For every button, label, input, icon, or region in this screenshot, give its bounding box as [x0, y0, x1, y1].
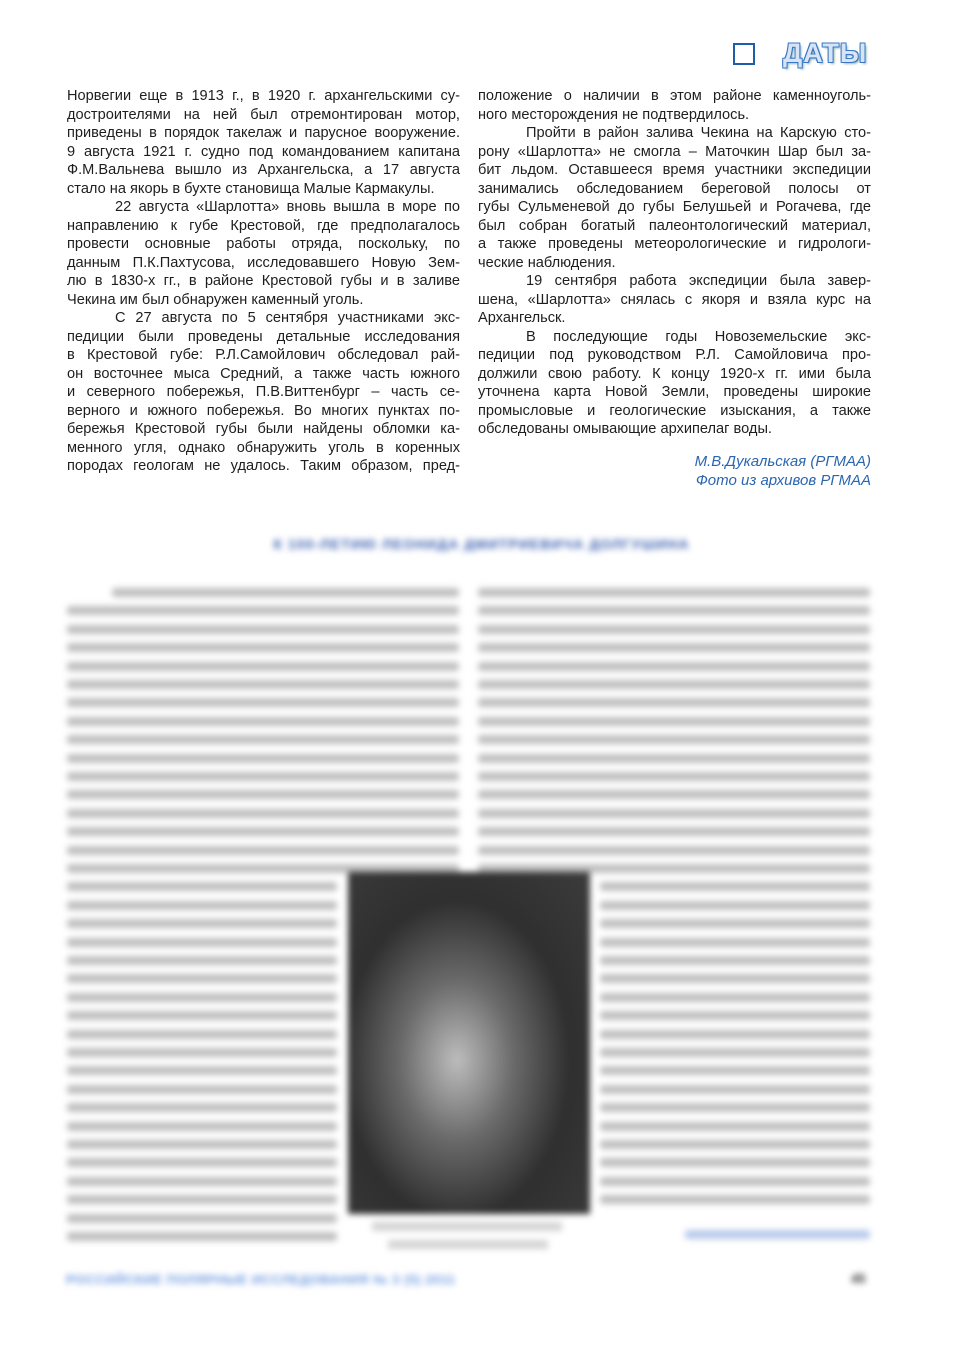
- blurred-line: [67, 698, 459, 707]
- section-title: ДАТЫ: [783, 38, 868, 68]
- text-line: ного месторождения не подтвердилось.: [478, 106, 750, 123]
- blurred-line: [67, 974, 337, 983]
- blurred-line: [67, 1177, 337, 1186]
- blurred-line: [600, 1011, 870, 1020]
- text-line: в Крестовой губе: Р.Л.Самойлович обследовал рай-: [67, 347, 460, 363]
- blurred-line: [112, 588, 459, 597]
- blurred-line: [478, 588, 870, 597]
- blurred-line: [67, 827, 459, 836]
- blurred-line: [600, 1030, 870, 1039]
- blurred-line: [600, 1048, 870, 1057]
- blurred-line: [600, 919, 870, 928]
- blurred-line: [67, 1085, 337, 1094]
- text-line: уточнена карта Новой Земли, проведены широкие: [478, 384, 871, 400]
- text-line: Архангельск.: [478, 310, 566, 326]
- blurred-line: [600, 1103, 870, 1112]
- text-line: В последующие годы Новоземельские экс-: [526, 328, 871, 345]
- section-header: [731, 40, 881, 74]
- blurred-line: [478, 772, 870, 781]
- photo-caption: [372, 1222, 562, 1231]
- blurred-line: [67, 643, 459, 652]
- blurred-line: [67, 1195, 337, 1204]
- text-line: достроителями на ней был отремонтирован мотор,: [67, 106, 460, 123]
- blurred-line: [67, 790, 459, 799]
- blurred-line: [478, 662, 870, 671]
- blurred-line: [67, 993, 337, 1002]
- blurred-line: [67, 809, 459, 818]
- blurred-line: [600, 1177, 870, 1186]
- right-column: [478, 87, 871, 439]
- blurred-line: [67, 1066, 337, 1075]
- blurred-line: [67, 1011, 337, 1020]
- blurred-line: [67, 754, 459, 763]
- text-line: промысловые и геологические изыскания, а также: [478, 402, 871, 419]
- text-line: а также проведены метеорологические и гидрологи-: [478, 236, 871, 252]
- blurred-line: [600, 956, 870, 965]
- photo-credit: Фото из архивов РГМАА: [695, 472, 871, 489]
- text-line: провести основные работы отряда, поскольку, по: [67, 236, 460, 252]
- blurred-line: [478, 606, 870, 615]
- text-line: занимались обследованием береговой полосы от: [478, 180, 871, 197]
- text-line: направлению к губе Крестовой, где предполагалось: [67, 217, 460, 234]
- blurred-line: [67, 1030, 337, 1039]
- blurred-line: [67, 717, 459, 726]
- blurred-line: [67, 680, 459, 689]
- blurred-line: [67, 1158, 337, 1167]
- text-line: обследованы омывающие архипелаг воды.: [478, 421, 772, 437]
- blurred-line: [67, 1122, 337, 1131]
- text-line: породах геологам не удалось. Таким образом, пред-: [67, 458, 460, 474]
- blurred-line: [600, 938, 870, 947]
- text-line: бережья Крестовой губы были найдены обломки ка-: [67, 421, 460, 437]
- text-line: педиции были проведены детальные исследования: [67, 328, 460, 345]
- blurred-line: [67, 938, 337, 947]
- blurred-line: [478, 790, 870, 799]
- text-line: стало на якорь в бухте становища Малые Кармакулы.: [67, 180, 435, 197]
- journal-footer: РОССИЙСКИЕ ПОЛЯРНЫЕ ИССЛЕДОВАНИЯ № 3 (5) 2011: [66, 1272, 456, 1287]
- text-line: Норвегии еще в 1913 г., в 1920 г. архангельскими су-: [67, 88, 460, 104]
- text-line: шена, «Шарлотта» снялась с якоря и взяла курс на: [478, 291, 871, 308]
- blurred-line: [67, 1232, 337, 1241]
- blurred-line: [478, 698, 870, 707]
- blurred-line: [600, 1066, 870, 1075]
- photo-caption: [388, 1240, 548, 1249]
- blurred-line: [67, 1214, 337, 1223]
- text-line: 22 августа «Шарлотта» вновь вышла в море по: [115, 199, 460, 215]
- blurred-line: [67, 919, 337, 928]
- blurred-line: [478, 827, 870, 836]
- left-column: [67, 87, 460, 476]
- blurred-line: [67, 1103, 337, 1112]
- blurred-line: [67, 1048, 337, 1057]
- blurred-line: [67, 625, 459, 634]
- blurred-line: [600, 1195, 870, 1204]
- text-line: 9 августа 1921 г. судно под командованием капитана: [67, 143, 460, 160]
- blurred-line: [478, 846, 870, 855]
- next-article-signature: [685, 1230, 870, 1239]
- text-line: ческие наблюдения.: [478, 254, 616, 271]
- blurred-line: [67, 956, 337, 965]
- blurred-line: [67, 662, 459, 671]
- blurred-line: [478, 735, 870, 744]
- blurred-line: [67, 772, 459, 781]
- text-line: С 27 августа по 5 сентября участниками экс-: [115, 310, 460, 326]
- text-line: должили свою работу. К концу 1920-х гг. ими была: [478, 365, 871, 382]
- blurred-line: [67, 901, 337, 910]
- article-signature: [695, 452, 871, 490]
- text-line: Пройти в район залива Чекина на Карскую сто-: [526, 125, 871, 141]
- blurred-line: [600, 1140, 870, 1149]
- page-number: 45: [851, 1271, 866, 1286]
- blurred-line: [600, 1158, 870, 1167]
- author: М.В.Дукальская (РГМАА): [694, 453, 871, 470]
- text-line: лю в 1830-х гг., в районе Крестовой губы и в заливе: [67, 273, 460, 289]
- text-line: губы Сульменевой до губы Белушьей и Рогачева, где: [478, 199, 871, 215]
- blurred-line: [600, 901, 870, 910]
- blurred-line: [600, 1085, 870, 1094]
- portrait-photo: [348, 872, 590, 1214]
- text-line: данным П.К.Пахтусова, исследовавшего Новую Зем-: [67, 254, 460, 271]
- text-line: был собран богатый палеонтологический материал,: [478, 217, 871, 234]
- blurred-line: [478, 625, 870, 634]
- blurred-line: [600, 993, 870, 1002]
- text-line: и северного побережья, П.В.Виттенбург – часть се-: [67, 384, 460, 400]
- text-line: 19 сентября работа экспедиции была завер-: [526, 273, 871, 289]
- blurred-line: [67, 882, 337, 891]
- text-line: педиции под руководством Р.Л. Самойловича про-: [478, 347, 871, 363]
- blurred-line: [67, 1140, 337, 1149]
- blurred-line: [478, 717, 870, 726]
- blurred-line: [600, 882, 870, 891]
- square-icon: [733, 43, 755, 65]
- blurred-line: [67, 846, 459, 855]
- blurred-line: [478, 680, 870, 689]
- text-line: он восточнее мыса Средний, а также часть южного: [67, 365, 460, 382]
- text-line: рону «Шарлотта» не смогла – Маточкин Шар был за-: [478, 143, 871, 160]
- blurred-line: [478, 643, 870, 652]
- blurred-line: [478, 809, 870, 818]
- text-line: Ф.М.Вальнева вышло из Архангельска, а 17 августа: [67, 162, 460, 178]
- next-article-title: К 100-ЛЕТИЮ ЛЕОНИДА ДМИТРИЕВИЧА ДОЛГУШИНА: [273, 536, 690, 552]
- text-line: верного и южного побережья. Во многих пунктах по-: [67, 402, 460, 419]
- blurred-line: [600, 1122, 870, 1131]
- text-line: Чекина им был обнаружен каменный уголь.: [67, 291, 364, 308]
- text-line: положение о наличии в этом районе каменноуголь-: [478, 88, 871, 104]
- blurred-line: [600, 974, 870, 983]
- text-line: менного угля, однако обнаружить уголь в коренных: [67, 439, 460, 456]
- blurred-line: [67, 735, 459, 744]
- text-line: приведены в порядок такелаж и парусное вооружение.: [67, 125, 460, 141]
- blurred-line: [478, 754, 870, 763]
- text-line: бит льдом. Оставшееся время участники экспедиции: [478, 162, 871, 178]
- blurred-line: [67, 606, 459, 615]
